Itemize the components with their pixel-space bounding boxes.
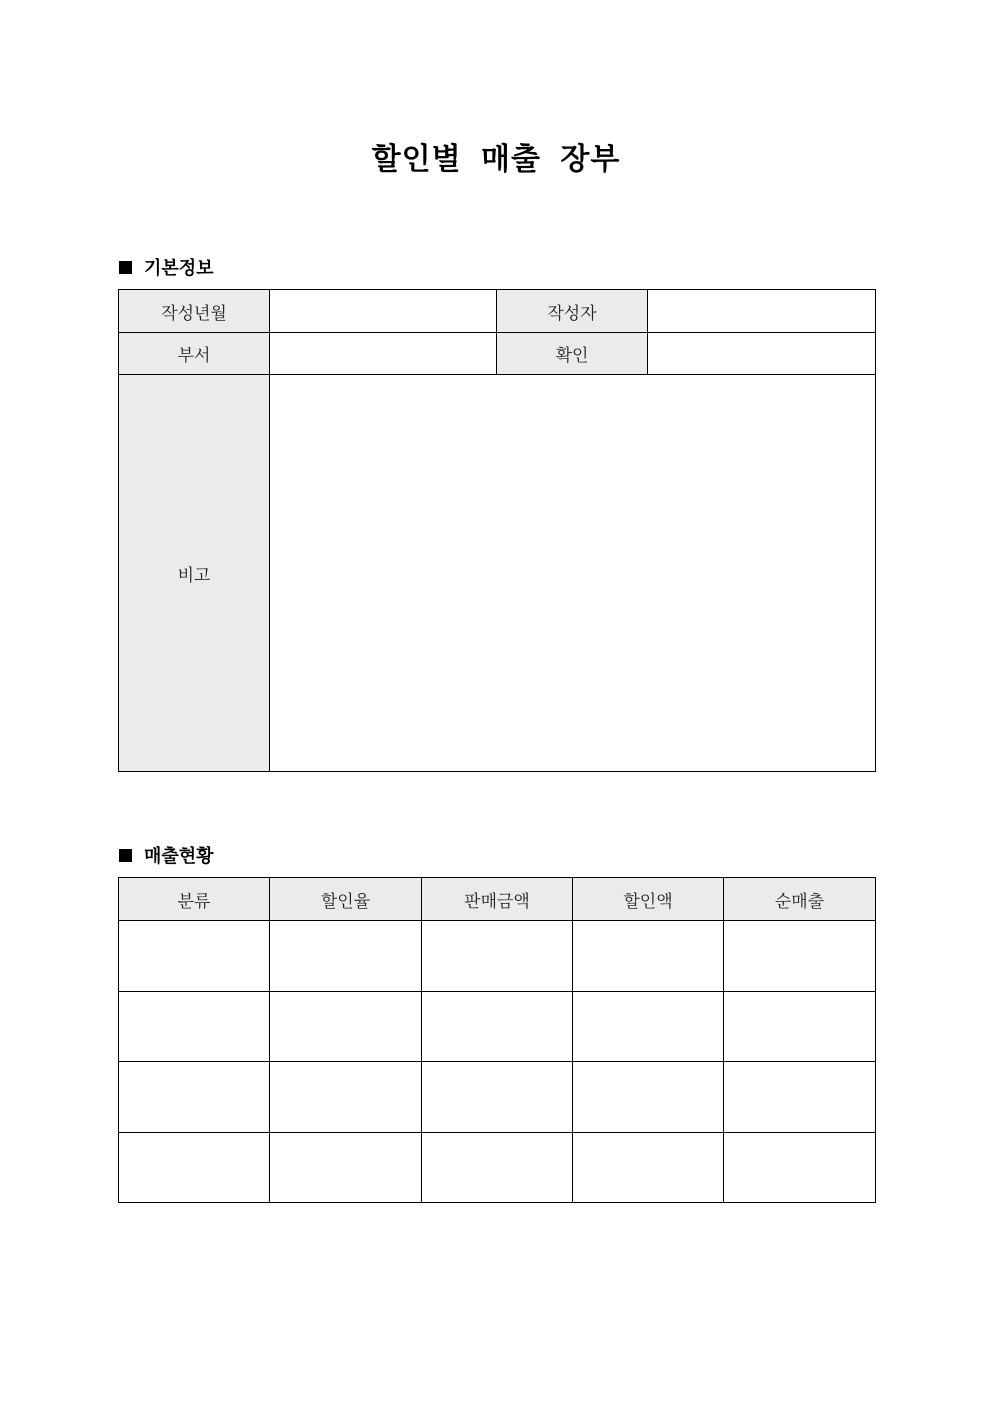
written-date-label: 작성년월 xyxy=(119,290,270,333)
table-row xyxy=(119,992,876,1062)
author-label: 작성자 xyxy=(497,290,648,333)
department-label: 부서 xyxy=(119,333,270,375)
table-cell[interactable] xyxy=(573,1133,724,1203)
author-field[interactable] xyxy=(648,290,876,333)
table-cell[interactable] xyxy=(573,992,724,1062)
table-row xyxy=(119,921,876,992)
column-header-discount-rate: 할인율 xyxy=(270,878,422,921)
table-cell[interactable] xyxy=(119,992,270,1062)
confirm-field[interactable] xyxy=(648,333,876,375)
table-cell[interactable] xyxy=(724,1062,876,1133)
column-header-net-sales: 순매출 xyxy=(724,878,876,921)
table-cell[interactable] xyxy=(573,1062,724,1133)
confirm-label: 확인 xyxy=(497,333,648,375)
table-cell[interactable] xyxy=(119,1062,270,1133)
table-row xyxy=(119,1133,876,1203)
table-row xyxy=(119,333,876,375)
table-cell[interactable] xyxy=(724,1133,876,1203)
section-heading-sales-status xyxy=(119,842,214,868)
table-cell[interactable] xyxy=(119,921,270,992)
section-heading-label: 기본정보 xyxy=(144,258,214,279)
table-cell[interactable] xyxy=(270,921,422,992)
table-cell[interactable] xyxy=(724,992,876,1062)
section-heading-basic-info xyxy=(119,254,214,280)
table-cell[interactable] xyxy=(422,1062,573,1133)
table-cell[interactable] xyxy=(573,921,724,992)
page-title: 할인별 매출 장부 xyxy=(371,142,621,177)
table-cell[interactable] xyxy=(724,921,876,992)
table-cell[interactable] xyxy=(119,1133,270,1203)
written-date-field[interactable] xyxy=(270,290,497,333)
table-cell[interactable] xyxy=(422,1133,573,1203)
column-header-sales-amount: 판매금액 xyxy=(422,878,573,921)
table-row xyxy=(119,1062,876,1133)
basic-info-table xyxy=(118,289,876,772)
section-heading-label: 매출현황 xyxy=(144,846,214,867)
table-cell[interactable] xyxy=(422,921,573,992)
table-row xyxy=(119,375,876,772)
table-header-row xyxy=(119,878,876,921)
square-bullet-icon xyxy=(119,849,132,862)
remarks-field[interactable] xyxy=(270,375,876,772)
table-cell[interactable] xyxy=(270,1133,422,1203)
column-header-category: 분류 xyxy=(119,878,270,921)
table-cell[interactable] xyxy=(270,1062,422,1133)
department-field[interactable] xyxy=(270,333,497,375)
table-row xyxy=(119,290,876,333)
table-cell[interactable] xyxy=(422,992,573,1062)
square-bullet-icon xyxy=(119,261,132,274)
remarks-label: 비고 xyxy=(119,375,270,772)
table-cell[interactable] xyxy=(270,992,422,1062)
sales-status-table xyxy=(118,877,876,1203)
column-header-discount-amount: 할인액 xyxy=(573,878,724,921)
